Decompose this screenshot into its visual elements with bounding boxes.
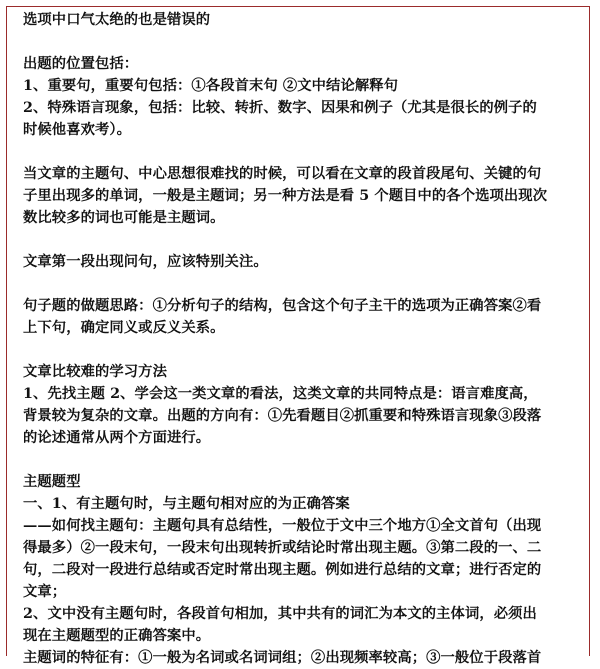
text-line: 句，二段对一段进行总结或否定时常出现主题。例如进行总结的文章；进行否定的	[23, 562, 542, 578]
document-page	[6, 6, 590, 666]
text-line: 数比较多的词也可能是主题词。	[23, 210, 225, 226]
text-line: 出题的位置包括：	[23, 56, 139, 72]
text-line: 时候他喜欢考）。	[23, 122, 132, 138]
blank-line	[23, 229, 583, 251]
blank-line	[23, 339, 583, 361]
text-line: 2、特殊语言现象，包括：比较、转折、数字、因果和例子（尤其是很长的例子的	[23, 100, 537, 116]
blank-line	[23, 141, 583, 163]
text-line: 选项中口气太绝的也是错误的	[23, 12, 211, 28]
text-line: 主题词的特征有：①一般为名词或名词词组；②出现频率较高；③一般位于段落首	[23, 650, 542, 666]
text-line: 文章；	[23, 584, 67, 600]
text-line: 子里出现多的单词，一般是主题词；另一种方法是看 5 个题目中的各个选项出现次	[23, 188, 548, 204]
text-line: 背景较为复杂的文章。出题的方向有：①先看题目②抓重要和特殊语言现象③段落	[23, 408, 542, 424]
document-text	[23, 9, 583, 669]
text-line: 2、文中没有主题句时，各段首句相加，其中共有的词汇为本文的主体词，必须出	[23, 606, 537, 622]
text-line: 一、1、有主题句时，与主题句相对应的为正确答案	[23, 496, 350, 512]
text-line: 的论述通常从两个方面进行。	[23, 430, 211, 446]
text-line: 句子题的做题思路：①分析句子的结构，包含这个句子主干的选项为正确答案②看	[23, 298, 542, 314]
text-line: 得最多）②一段末句，一段末句出现转折或结论时常出现主题。③第二段的一、二	[23, 540, 542, 556]
text-line: 主题题型	[23, 474, 81, 490]
text-line: ——如何找主题句：主题句具有总结性，一般位于文中三个地方①全文首句（出现	[23, 518, 542, 534]
text-line: 现在主题题型的正确答案中。	[23, 628, 211, 644]
text-line: 文章比较难的学习方法	[23, 364, 167, 380]
text-line: 1、重要句，重要句包括：①各段首末句 ②文中结论解释句	[23, 78, 399, 94]
blank-line	[23, 449, 583, 471]
text-line: 文章第一段出现问句，应该特别关注。	[23, 254, 268, 270]
text-line: 上下句，确定同义或反义关系。	[23, 320, 225, 336]
text-line: 当文章的主题句、中心思想很难找的时候，可以看在文章的段首段尾句、关键的句	[23, 166, 542, 182]
blank-line	[23, 31, 583, 53]
blank-line	[23, 273, 583, 295]
text-line: 1、先找主题 2、学会这一类文章的看法，这类文章的共同特点是：语言难度高，	[23, 386, 538, 402]
